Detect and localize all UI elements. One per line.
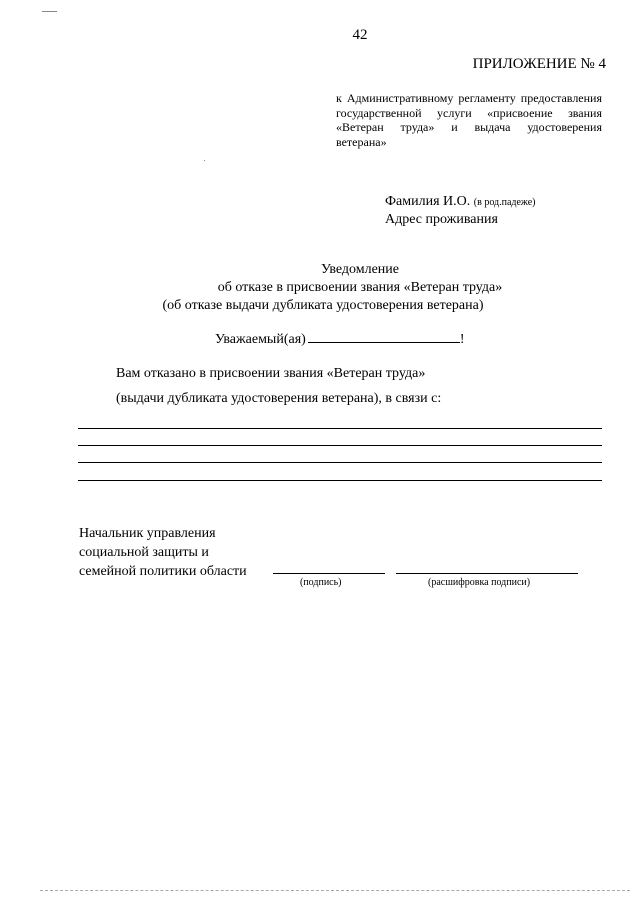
regulation-line: «Ветеран труда» и выдача удостоверения xyxy=(336,120,602,134)
reason-line xyxy=(78,462,602,463)
reason-line xyxy=(78,445,602,446)
notice-subtitle: об отказе в присвоении звания «Ветеран труда» xyxy=(217,280,503,295)
greeting xyxy=(215,330,464,348)
notice-subtitle-alt: (об отказе выдачи дубликата удостоверения ветерана) xyxy=(162,298,484,313)
signatory-line: социальной защиты и xyxy=(79,545,209,560)
scan-mark xyxy=(42,11,57,12)
regulation-line: ветерана» xyxy=(336,134,387,149)
decoding-caption: (расшифровка подписи) xyxy=(428,577,531,588)
signatory-line: Начальник управления xyxy=(79,526,216,541)
page-number: 42 xyxy=(352,27,368,43)
scan-dot xyxy=(204,160,205,161)
regulation-line: государственной услуги «присвоение звания xyxy=(336,105,602,120)
signatory-line: семейной политики области xyxy=(79,564,247,579)
recipient-address: Адрес проживания xyxy=(385,212,498,227)
regulation-reference xyxy=(336,91,602,149)
refusal-reason-intro: (выдачи дубликата удостоверения ветерана), в связи с: xyxy=(116,391,442,406)
regulation-line: к Административному регламенту предоставления xyxy=(336,91,602,105)
greeting-suffix: ! xyxy=(459,332,465,347)
notice-heading xyxy=(0,261,640,315)
signatory-title xyxy=(79,524,247,581)
greeting-prefix: Уважаемый(ая) xyxy=(215,332,306,347)
page-bottom-edge xyxy=(40,890,630,891)
reason-line xyxy=(78,480,602,481)
notice-title: Уведомление xyxy=(320,262,399,277)
signature-line xyxy=(273,573,385,574)
signature-decoding-line xyxy=(396,573,578,574)
greeting-name-blank xyxy=(308,330,460,343)
appendix-title: ПРИЛОЖЕНИЕ № 4 xyxy=(472,56,606,72)
refusal-text-line: Вам отказано в присвоении звания «Ветеран труда» xyxy=(116,366,426,381)
signature-caption: (подпись) xyxy=(300,577,342,588)
reason-line xyxy=(78,428,602,429)
recipient-name-note: (в род.падеже) xyxy=(473,197,536,208)
recipient-name xyxy=(385,194,535,210)
recipient-name-text: Фамилия И.О. xyxy=(385,194,471,209)
